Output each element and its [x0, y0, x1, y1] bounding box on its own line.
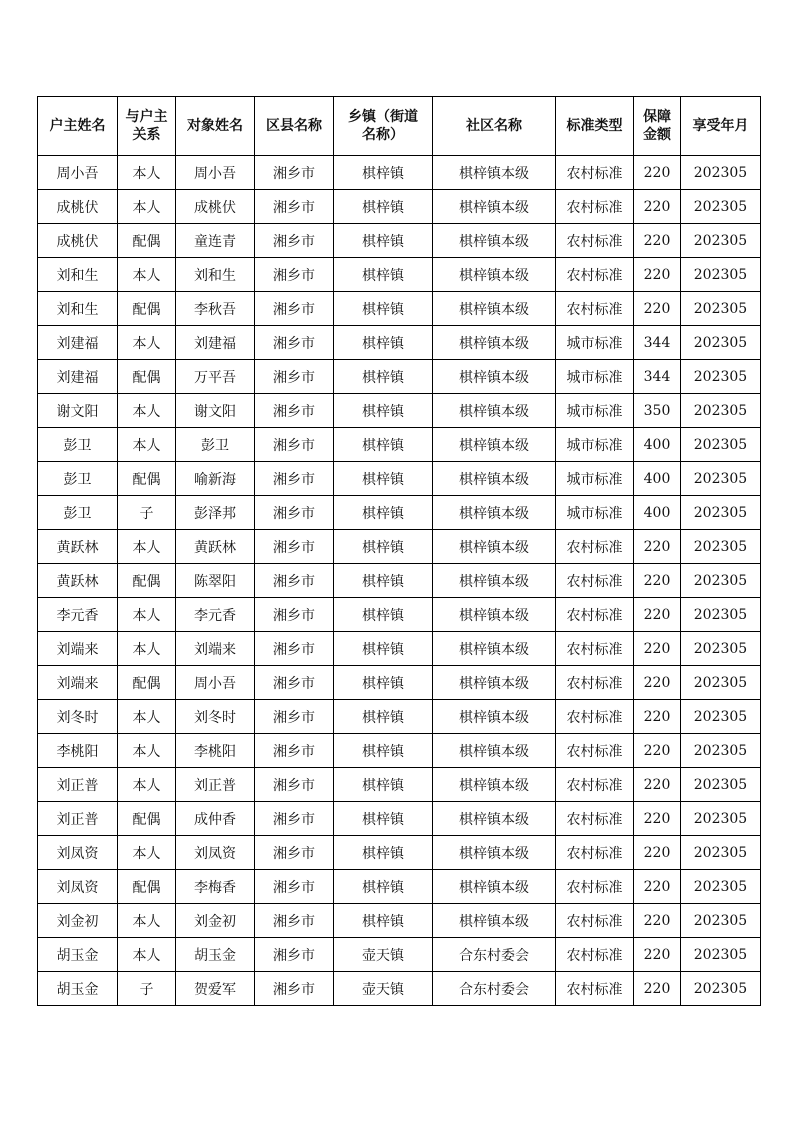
cell-township-name: 棋梓镇 [334, 258, 433, 292]
table-row [38, 972, 761, 1006]
table-row [38, 938, 761, 972]
cell-recipient-name: 黄跃林 [176, 530, 255, 564]
cell-township-name: 棋梓镇 [334, 734, 433, 768]
cell-relation: 本人 [118, 530, 176, 564]
cell-householder-name: 彭卫 [38, 428, 118, 462]
cell-standard-type: 农村标准 [556, 836, 634, 870]
cell-township-name: 棋梓镇 [334, 870, 433, 904]
cell-relation: 本人 [118, 632, 176, 666]
cell-householder-name: 彭卫 [38, 462, 118, 496]
cell-subsidy-amount: 220 [634, 564, 681, 598]
cell-subsidy-amount: 220 [634, 190, 681, 224]
column-header-subsidy-amount [634, 97, 681, 156]
column-header-line: 关系 [132, 127, 161, 143]
cell-township-name: 棋梓镇 [334, 904, 433, 938]
cell-community-name: 棋梓镇本级 [433, 292, 556, 326]
cell-township-name: 棋梓镇 [334, 428, 433, 462]
cell-benefit-month: 202305 [681, 530, 761, 564]
cell-benefit-month: 202305 [681, 768, 761, 802]
cell-subsidy-amount: 220 [634, 632, 681, 666]
cell-county-name: 湘乡市 [255, 564, 334, 598]
cell-subsidy-amount: 220 [634, 156, 681, 190]
cell-community-name: 棋梓镇本级 [433, 462, 556, 496]
cell-relation: 子 [118, 496, 176, 530]
column-header-county-name [255, 97, 334, 156]
cell-recipient-name: 周小吾 [176, 666, 255, 700]
cell-community-name: 棋梓镇本级 [433, 258, 556, 292]
cell-standard-type: 农村标准 [556, 904, 634, 938]
cell-householder-name: 刘正普 [38, 768, 118, 802]
table-header-row [38, 97, 761, 156]
cell-county-name: 湘乡市 [255, 666, 334, 700]
cell-relation: 本人 [118, 190, 176, 224]
cell-community-name: 棋梓镇本级 [433, 530, 556, 564]
cell-householder-name: 刘正普 [38, 802, 118, 836]
cell-standard-type: 农村标准 [556, 292, 634, 326]
cell-relation: 本人 [118, 394, 176, 428]
cell-relation: 本人 [118, 938, 176, 972]
cell-township-name: 棋梓镇 [334, 836, 433, 870]
cell-recipient-name: 刘建福 [176, 326, 255, 360]
table-row [38, 258, 761, 292]
cell-standard-type: 农村标准 [556, 972, 634, 1006]
table-row [38, 564, 761, 598]
cell-recipient-name: 万平吾 [176, 360, 255, 394]
cell-standard-type: 农村标准 [556, 224, 634, 258]
cell-benefit-month: 202305 [681, 598, 761, 632]
column-header-relation [118, 97, 176, 156]
cell-relation: 本人 [118, 768, 176, 802]
cell-township-name: 壶天镇 [334, 938, 433, 972]
table-row [38, 462, 761, 496]
cell-relation: 配偶 [118, 802, 176, 836]
cell-benefit-month: 202305 [681, 666, 761, 700]
cell-recipient-name: 刘正普 [176, 768, 255, 802]
table-row [38, 156, 761, 190]
cell-relation: 本人 [118, 156, 176, 190]
cell-benefit-month: 202305 [681, 564, 761, 598]
cell-recipient-name: 刘凤资 [176, 836, 255, 870]
cell-community-name: 棋梓镇本级 [433, 190, 556, 224]
cell-standard-type: 农村标准 [556, 802, 634, 836]
cell-relation: 配偶 [118, 224, 176, 258]
cell-householder-name: 成桃伏 [38, 224, 118, 258]
cell-community-name: 棋梓镇本级 [433, 156, 556, 190]
cell-householder-name: 刘金初 [38, 904, 118, 938]
table-row [38, 428, 761, 462]
cell-standard-type: 农村标准 [556, 700, 634, 734]
cell-benefit-month: 202305 [681, 972, 761, 1006]
cell-subsidy-amount: 220 [634, 938, 681, 972]
cell-standard-type: 农村标准 [556, 938, 634, 972]
cell-relation: 子 [118, 972, 176, 1006]
cell-subsidy-amount: 220 [634, 734, 681, 768]
cell-township-name: 棋梓镇 [334, 292, 433, 326]
cell-standard-type: 城市标准 [556, 462, 634, 496]
cell-county-name: 湘乡市 [255, 258, 334, 292]
cell-township-name: 棋梓镇 [334, 564, 433, 598]
column-header-recipient-name [176, 97, 255, 156]
cell-benefit-month: 202305 [681, 802, 761, 836]
cell-recipient-name: 刘金初 [176, 904, 255, 938]
cell-recipient-name: 喻新海 [176, 462, 255, 496]
cell-benefit-month: 202305 [681, 700, 761, 734]
cell-township-name: 棋梓镇 [334, 632, 433, 666]
cell-recipient-name: 李元香 [176, 598, 255, 632]
cell-community-name: 合东村委会 [433, 938, 556, 972]
cell-community-name: 合东村委会 [433, 972, 556, 1006]
column-header-line: 户主姓名 [49, 118, 106, 134]
table-row [38, 904, 761, 938]
cell-county-name: 湘乡市 [255, 972, 334, 1006]
cell-community-name: 棋梓镇本级 [433, 632, 556, 666]
cell-standard-type: 农村标准 [556, 870, 634, 904]
cell-township-name: 棋梓镇 [334, 224, 433, 258]
cell-householder-name: 刘凤资 [38, 870, 118, 904]
cell-township-name: 棋梓镇 [334, 666, 433, 700]
cell-community-name: 棋梓镇本级 [433, 768, 556, 802]
cell-county-name: 湘乡市 [255, 768, 334, 802]
cell-subsidy-amount: 344 [634, 360, 681, 394]
cell-subsidy-amount: 220 [634, 904, 681, 938]
cell-community-name: 棋梓镇本级 [433, 496, 556, 530]
table-row [38, 700, 761, 734]
cell-community-name: 棋梓镇本级 [433, 666, 556, 700]
cell-community-name: 棋梓镇本级 [433, 224, 556, 258]
column-header-benefit-month [681, 97, 761, 156]
cell-relation: 本人 [118, 428, 176, 462]
cell-community-name: 棋梓镇本级 [433, 734, 556, 768]
cell-subsidy-amount: 220 [634, 972, 681, 1006]
column-header-line: 乡镇（街道 [348, 109, 418, 125]
table-row [38, 870, 761, 904]
cell-benefit-month: 202305 [681, 190, 761, 224]
table-row [38, 224, 761, 258]
cell-benefit-month: 202305 [681, 292, 761, 326]
cell-subsidy-amount: 344 [634, 326, 681, 360]
table-row [38, 530, 761, 564]
cell-standard-type: 城市标准 [556, 496, 634, 530]
cell-standard-type: 农村标准 [556, 734, 634, 768]
cell-standard-type: 城市标准 [556, 394, 634, 428]
cell-recipient-name: 周小吾 [176, 156, 255, 190]
table-row [38, 802, 761, 836]
cell-county-name: 湘乡市 [255, 428, 334, 462]
cell-recipient-name: 陈翠阳 [176, 564, 255, 598]
column-header-line: 标准类型 [566, 118, 623, 134]
cell-householder-name: 黄跃林 [38, 564, 118, 598]
column-header-line: 享受年月 [692, 118, 749, 134]
cell-subsidy-amount: 220 [634, 666, 681, 700]
cell-township-name: 棋梓镇 [334, 360, 433, 394]
cell-benefit-month: 202305 [681, 156, 761, 190]
cell-standard-type: 城市标准 [556, 360, 634, 394]
column-header-line: 保障 [643, 109, 671, 125]
cell-subsidy-amount: 400 [634, 428, 681, 462]
cell-subsidy-amount: 220 [634, 836, 681, 870]
cell-householder-name: 成桃伏 [38, 190, 118, 224]
column-header-line: 对象姓名 [187, 118, 243, 134]
cell-recipient-name: 成仲香 [176, 802, 255, 836]
cell-householder-name: 彭卫 [38, 496, 118, 530]
cell-subsidy-amount: 350 [634, 394, 681, 428]
table-row [38, 394, 761, 428]
cell-township-name: 棋梓镇 [334, 326, 433, 360]
cell-subsidy-amount: 220 [634, 700, 681, 734]
cell-householder-name: 刘建福 [38, 360, 118, 394]
cell-benefit-month: 202305 [681, 734, 761, 768]
cell-benefit-month: 202305 [681, 496, 761, 530]
cell-recipient-name: 胡玉金 [176, 938, 255, 972]
table-row [38, 496, 761, 530]
cell-subsidy-amount: 220 [634, 598, 681, 632]
cell-relation: 本人 [118, 904, 176, 938]
cell-recipient-name: 刘和生 [176, 258, 255, 292]
cell-householder-name: 黄跃林 [38, 530, 118, 564]
table-row [38, 632, 761, 666]
cell-householder-name: 刘端来 [38, 666, 118, 700]
cell-standard-type: 农村标准 [556, 258, 634, 292]
cell-benefit-month: 202305 [681, 428, 761, 462]
cell-relation: 配偶 [118, 292, 176, 326]
cell-county-name: 湘乡市 [255, 904, 334, 938]
cell-recipient-name: 贺爱军 [176, 972, 255, 1006]
cell-county-name: 湘乡市 [255, 938, 334, 972]
cell-recipient-name: 谢文阳 [176, 394, 255, 428]
cell-relation: 配偶 [118, 870, 176, 904]
cell-county-name: 湘乡市 [255, 224, 334, 258]
cell-householder-name: 周小吾 [38, 156, 118, 190]
table-row [38, 292, 761, 326]
cell-county-name: 湘乡市 [255, 870, 334, 904]
cell-householder-name: 刘凤资 [38, 836, 118, 870]
cell-township-name: 棋梓镇 [334, 802, 433, 836]
cell-community-name: 棋梓镇本级 [433, 326, 556, 360]
table-row [38, 836, 761, 870]
cell-subsidy-amount: 220 [634, 292, 681, 326]
cell-standard-type: 农村标准 [556, 632, 634, 666]
cell-township-name: 棋梓镇 [334, 530, 433, 564]
cell-relation: 本人 [118, 836, 176, 870]
cell-householder-name: 刘冬时 [38, 700, 118, 734]
cell-relation: 本人 [118, 258, 176, 292]
column-header-line: 与户主 [125, 109, 168, 125]
cell-householder-name: 李元香 [38, 598, 118, 632]
cell-county-name: 湘乡市 [255, 632, 334, 666]
cell-township-name: 棋梓镇 [334, 462, 433, 496]
cell-subsidy-amount: 220 [634, 768, 681, 802]
cell-subsidy-amount: 220 [634, 224, 681, 258]
cell-relation: 本人 [118, 734, 176, 768]
cell-benefit-month: 202305 [681, 870, 761, 904]
cell-householder-name: 刘和生 [38, 258, 118, 292]
cell-recipient-name: 童连青 [176, 224, 255, 258]
column-header-community-name [433, 97, 556, 156]
cell-township-name: 棋梓镇 [334, 190, 433, 224]
table-body [38, 156, 761, 1006]
cell-recipient-name: 成桃伏 [176, 190, 255, 224]
cell-benefit-month: 202305 [681, 836, 761, 870]
cell-community-name: 棋梓镇本级 [433, 564, 556, 598]
column-header-standard-type [556, 97, 634, 156]
column-header-line: 区县名称 [266, 118, 322, 134]
cell-relation: 本人 [118, 700, 176, 734]
cell-benefit-month: 202305 [681, 938, 761, 972]
cell-benefit-month: 202305 [681, 904, 761, 938]
cell-community-name: 棋梓镇本级 [433, 394, 556, 428]
cell-householder-name: 胡玉金 [38, 972, 118, 1006]
cell-relation: 配偶 [118, 360, 176, 394]
cell-township-name: 棋梓镇 [334, 700, 433, 734]
cell-recipient-name: 彭泽邦 [176, 496, 255, 530]
cell-county-name: 湘乡市 [255, 156, 334, 190]
cell-benefit-month: 202305 [681, 394, 761, 428]
cell-householder-name: 胡玉金 [38, 938, 118, 972]
column-header-township-name [334, 97, 433, 156]
cell-subsidy-amount: 400 [634, 496, 681, 530]
table-row [38, 734, 761, 768]
cell-county-name: 湘乡市 [255, 598, 334, 632]
column-header-line: 金额 [643, 127, 671, 143]
column-header-householder-name [38, 97, 118, 156]
cell-recipient-name: 彭卫 [176, 428, 255, 462]
cell-standard-type: 农村标准 [556, 564, 634, 598]
cell-county-name: 湘乡市 [255, 836, 334, 870]
cell-relation: 配偶 [118, 564, 176, 598]
cell-relation: 配偶 [118, 666, 176, 700]
column-header-line: 名称） [362, 127, 404, 143]
cell-community-name: 棋梓镇本级 [433, 428, 556, 462]
cell-standard-type: 农村标准 [556, 530, 634, 564]
cell-recipient-name: 刘端来 [176, 632, 255, 666]
cell-community-name: 棋梓镇本级 [433, 598, 556, 632]
cell-benefit-month: 202305 [681, 224, 761, 258]
cell-benefit-month: 202305 [681, 632, 761, 666]
cell-subsidy-amount: 220 [634, 530, 681, 564]
cell-township-name: 壶天镇 [334, 972, 433, 1006]
cell-county-name: 湘乡市 [255, 700, 334, 734]
table-row [38, 666, 761, 700]
cell-recipient-name: 李梅香 [176, 870, 255, 904]
cell-subsidy-amount: 220 [634, 258, 681, 292]
cell-county-name: 湘乡市 [255, 190, 334, 224]
cell-subsidy-amount: 220 [634, 870, 681, 904]
cell-standard-type: 农村标准 [556, 190, 634, 224]
cell-community-name: 棋梓镇本级 [433, 836, 556, 870]
table-row [38, 190, 761, 224]
cell-householder-name: 刘和生 [38, 292, 118, 326]
cell-standard-type: 农村标准 [556, 156, 634, 190]
cell-standard-type: 农村标准 [556, 598, 634, 632]
cell-recipient-name: 李桃阳 [176, 734, 255, 768]
cell-relation: 本人 [118, 326, 176, 360]
table-row [38, 598, 761, 632]
cell-householder-name: 李桃阳 [38, 734, 118, 768]
cell-householder-name: 刘建福 [38, 326, 118, 360]
cell-county-name: 湘乡市 [255, 734, 334, 768]
cell-community-name: 棋梓镇本级 [433, 802, 556, 836]
cell-community-name: 棋梓镇本级 [433, 904, 556, 938]
cell-benefit-month: 202305 [681, 462, 761, 496]
cell-subsidy-amount: 220 [634, 802, 681, 836]
table-row [38, 360, 761, 394]
cell-county-name: 湘乡市 [255, 530, 334, 564]
cell-recipient-name: 刘冬时 [176, 700, 255, 734]
cell-county-name: 湘乡市 [255, 462, 334, 496]
cell-community-name: 棋梓镇本级 [433, 870, 556, 904]
table-row [38, 326, 761, 360]
cell-standard-type: 城市标准 [556, 428, 634, 462]
cell-benefit-month: 202305 [681, 326, 761, 360]
cell-standard-type: 农村标准 [556, 768, 634, 802]
cell-standard-type: 城市标准 [556, 326, 634, 360]
cell-benefit-month: 202305 [681, 360, 761, 394]
cell-county-name: 湘乡市 [255, 360, 334, 394]
cell-recipient-name: 李秋吾 [176, 292, 255, 326]
column-header-line: 社区名称 [466, 118, 522, 134]
cell-community-name: 棋梓镇本级 [433, 700, 556, 734]
beneficiary-table [37, 96, 761, 1006]
cell-township-name: 棋梓镇 [334, 156, 433, 190]
cell-county-name: 湘乡市 [255, 326, 334, 360]
cell-township-name: 棋梓镇 [334, 496, 433, 530]
cell-householder-name: 刘端来 [38, 632, 118, 666]
cell-township-name: 棋梓镇 [334, 394, 433, 428]
cell-standard-type: 农村标准 [556, 666, 634, 700]
cell-county-name: 湘乡市 [255, 394, 334, 428]
cell-benefit-month: 202305 [681, 258, 761, 292]
table-row [38, 768, 761, 802]
cell-relation: 配偶 [118, 462, 176, 496]
cell-relation: 本人 [118, 598, 176, 632]
cell-subsidy-amount: 400 [634, 462, 681, 496]
cell-township-name: 棋梓镇 [334, 768, 433, 802]
cell-county-name: 湘乡市 [255, 496, 334, 530]
cell-householder-name: 谢文阳 [38, 394, 118, 428]
cell-county-name: 湘乡市 [255, 802, 334, 836]
cell-county-name: 湘乡市 [255, 292, 334, 326]
cell-township-name: 棋梓镇 [334, 598, 433, 632]
cell-community-name: 棋梓镇本级 [433, 360, 556, 394]
